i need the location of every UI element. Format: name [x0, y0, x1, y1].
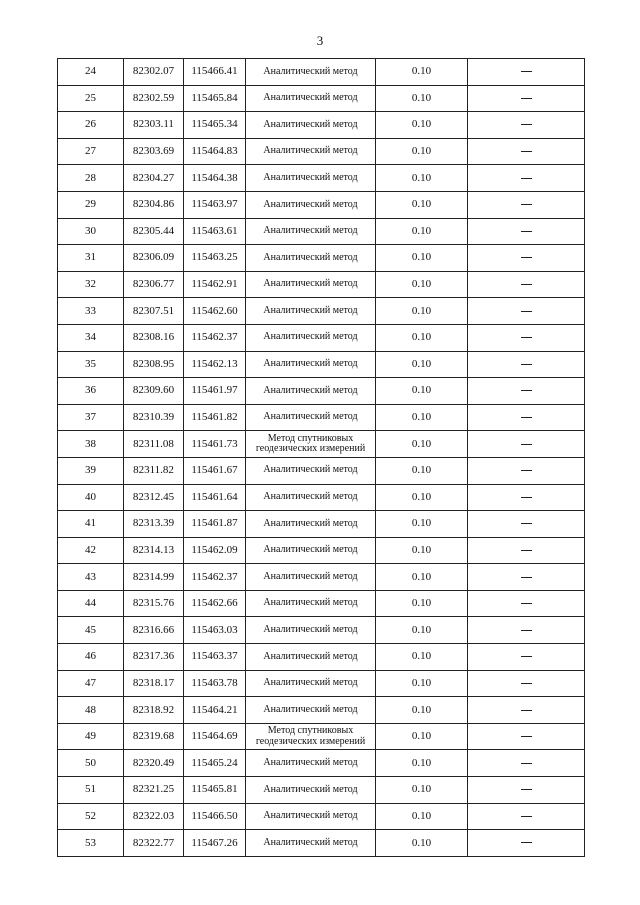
- point-number-cell: 48: [58, 697, 124, 724]
- table-row: [58, 830, 585, 857]
- x-coordinate-cell: 82303.11: [124, 112, 184, 139]
- method-cell: Аналитический метод: [246, 165, 376, 192]
- dash-mark: [521, 710, 532, 711]
- table-row: [58, 484, 585, 511]
- dash-mark: [521, 816, 532, 817]
- note-cell: [468, 564, 585, 591]
- y-coordinate-cell: 115461.67: [184, 457, 246, 484]
- table-row: [58, 85, 585, 112]
- y-coordinate-cell: 115466.50: [184, 803, 246, 830]
- dash-mark: [521, 736, 532, 737]
- x-coordinate-cell: 82314.13: [124, 537, 184, 564]
- table-row: [58, 218, 585, 245]
- x-coordinate-cell: 82317.36: [124, 644, 184, 671]
- accuracy-cell: 0.10: [376, 112, 468, 139]
- x-coordinate-cell: 82307.51: [124, 298, 184, 325]
- point-number-cell: 33: [58, 298, 124, 325]
- note-cell: [468, 59, 585, 86]
- point-number-cell: 46: [58, 644, 124, 671]
- y-coordinate-cell: 115461.87: [184, 511, 246, 538]
- table-row: [58, 537, 585, 564]
- y-coordinate-cell: 115464.21: [184, 697, 246, 724]
- point-number-cell: 42: [58, 537, 124, 564]
- y-coordinate-cell: 115463.97: [184, 191, 246, 218]
- x-coordinate-cell: 82302.59: [124, 85, 184, 112]
- note-cell: [468, 484, 585, 511]
- accuracy-cell: 0.10: [376, 750, 468, 777]
- dash-mark: [521, 842, 532, 843]
- method-cell: Метод спутниковых геодезических измерений: [246, 723, 376, 750]
- accuracy-cell: 0.10: [376, 670, 468, 697]
- method-cell: Аналитический метод: [246, 404, 376, 431]
- note-cell: [468, 697, 585, 724]
- x-coordinate-cell: 82306.09: [124, 245, 184, 272]
- dash-mark: [521, 603, 532, 604]
- table-row: [58, 697, 585, 724]
- y-coordinate-cell: 115463.61: [184, 218, 246, 245]
- accuracy-cell: 0.10: [376, 59, 468, 86]
- note-cell: [468, 85, 585, 112]
- accuracy-cell: 0.10: [376, 218, 468, 245]
- x-coordinate-cell: 82303.69: [124, 138, 184, 165]
- note-cell: [468, 431, 585, 458]
- point-number-cell: 31: [58, 245, 124, 272]
- note-cell: [468, 245, 585, 272]
- x-coordinate-cell: 82322.03: [124, 803, 184, 830]
- accuracy-cell: 0.10: [376, 431, 468, 458]
- accuracy-cell: 0.10: [376, 830, 468, 857]
- x-coordinate-cell: 82304.86: [124, 191, 184, 218]
- x-coordinate-cell: 82318.17: [124, 670, 184, 697]
- table-row: [58, 271, 585, 298]
- point-number-cell: 50: [58, 750, 124, 777]
- note-cell: [468, 191, 585, 218]
- y-coordinate-cell: 115462.60: [184, 298, 246, 325]
- accuracy-cell: 0.10: [376, 537, 468, 564]
- y-coordinate-cell: 115463.25: [184, 245, 246, 272]
- accuracy-cell: 0.10: [376, 378, 468, 405]
- accuracy-cell: 0.10: [376, 803, 468, 830]
- x-coordinate-cell: 82316.66: [124, 617, 184, 644]
- x-coordinate-cell: 82322.77: [124, 830, 184, 857]
- accuracy-cell: 0.10: [376, 457, 468, 484]
- accuracy-cell: 0.10: [376, 723, 468, 750]
- accuracy-cell: 0.10: [376, 564, 468, 591]
- method-cell: Аналитический метод: [246, 378, 376, 405]
- dash-mark: [521, 124, 532, 125]
- table-row: [58, 351, 585, 378]
- dash-mark: [521, 311, 532, 312]
- y-coordinate-cell: 115466.41: [184, 59, 246, 86]
- x-coordinate-cell: 82314.99: [124, 564, 184, 591]
- table-row: [58, 431, 585, 458]
- table-row: [58, 564, 585, 591]
- point-number-cell: 49: [58, 723, 124, 750]
- dash-mark: [521, 364, 532, 365]
- note-cell: [468, 750, 585, 777]
- x-coordinate-cell: 82311.82: [124, 457, 184, 484]
- method-cell: Аналитический метод: [246, 537, 376, 564]
- table-row: [58, 617, 585, 644]
- dash-mark: [521, 178, 532, 179]
- note-cell: [468, 723, 585, 750]
- point-number-cell: 51: [58, 777, 124, 804]
- note-cell: [468, 324, 585, 351]
- method-cell: Аналитический метод: [246, 351, 376, 378]
- coordinates-table: [57, 58, 585, 857]
- x-coordinate-cell: 82306.77: [124, 271, 184, 298]
- note-cell: [468, 830, 585, 857]
- dash-mark: [521, 231, 532, 232]
- note-cell: [468, 617, 585, 644]
- dash-mark: [521, 98, 532, 99]
- dash-mark: [521, 789, 532, 790]
- table-row: [58, 777, 585, 804]
- page-number: 3: [316, 33, 324, 48]
- x-coordinate-cell: 82302.07: [124, 59, 184, 86]
- accuracy-cell: 0.10: [376, 351, 468, 378]
- method-cell: Аналитический метод: [246, 617, 376, 644]
- x-coordinate-cell: 82304.27: [124, 165, 184, 192]
- method-cell: Аналитический метод: [246, 298, 376, 325]
- dash-mark: [521, 630, 532, 631]
- accuracy-cell: 0.10: [376, 165, 468, 192]
- dash-mark: [521, 444, 532, 445]
- dash-mark: [521, 763, 532, 764]
- table-row: [58, 378, 585, 405]
- y-coordinate-cell: 115462.37: [184, 324, 246, 351]
- method-cell: Аналитический метод: [246, 191, 376, 218]
- note-cell: [468, 298, 585, 325]
- method-cell: Аналитический метод: [246, 457, 376, 484]
- x-coordinate-cell: 82309.60: [124, 378, 184, 405]
- dash-mark: [521, 257, 532, 258]
- note-cell: [468, 590, 585, 617]
- table-row: [58, 138, 585, 165]
- dash-mark: [521, 284, 532, 285]
- method-cell: Аналитический метод: [246, 644, 376, 671]
- dash-mark: [521, 204, 532, 205]
- table-row: [58, 298, 585, 325]
- x-coordinate-cell: 82320.49: [124, 750, 184, 777]
- table-row: [58, 644, 585, 671]
- point-number-cell: 24: [58, 59, 124, 86]
- dash-mark: [521, 390, 532, 391]
- note-cell: [468, 404, 585, 431]
- y-coordinate-cell: 115462.37: [184, 564, 246, 591]
- x-coordinate-cell: 82318.92: [124, 697, 184, 724]
- x-coordinate-cell: 82315.76: [124, 590, 184, 617]
- method-cell: Аналитический метод: [246, 85, 376, 112]
- y-coordinate-cell: 115463.78: [184, 670, 246, 697]
- method-cell: Аналитический метод: [246, 511, 376, 538]
- note-cell: [468, 378, 585, 405]
- point-number-cell: 47: [58, 670, 124, 697]
- note-cell: [468, 537, 585, 564]
- y-coordinate-cell: 115463.03: [184, 617, 246, 644]
- dash-mark: [521, 337, 532, 338]
- table-row: [58, 59, 585, 86]
- point-number-cell: 39: [58, 457, 124, 484]
- accuracy-cell: 0.10: [376, 777, 468, 804]
- accuracy-cell: 0.10: [376, 191, 468, 218]
- point-number-cell: 29: [58, 191, 124, 218]
- y-coordinate-cell: 115465.81: [184, 777, 246, 804]
- note-cell: [468, 777, 585, 804]
- note-cell: [468, 670, 585, 697]
- y-coordinate-cell: 115461.64: [184, 484, 246, 511]
- point-number-cell: 26: [58, 112, 124, 139]
- table-row: [58, 670, 585, 697]
- dash-mark: [521, 577, 532, 578]
- table-row: [58, 404, 585, 431]
- dash-mark: [521, 151, 532, 152]
- y-coordinate-cell: 115464.38: [184, 165, 246, 192]
- point-number-cell: 28: [58, 165, 124, 192]
- x-coordinate-cell: 82319.68: [124, 723, 184, 750]
- x-coordinate-cell: 82305.44: [124, 218, 184, 245]
- note-cell: [468, 218, 585, 245]
- dash-mark: [521, 550, 532, 551]
- y-coordinate-cell: 115465.34: [184, 112, 246, 139]
- point-number-cell: 30: [58, 218, 124, 245]
- method-cell: Аналитический метод: [246, 324, 376, 351]
- dash-mark: [521, 71, 532, 72]
- table-row: [58, 590, 585, 617]
- accuracy-cell: 0.10: [376, 644, 468, 671]
- method-cell: Аналитический метод: [246, 245, 376, 272]
- point-number-cell: 43: [58, 564, 124, 591]
- point-number-cell: 38: [58, 431, 124, 458]
- note-cell: [468, 511, 585, 538]
- dash-mark: [521, 470, 532, 471]
- table-row: [58, 191, 585, 218]
- accuracy-cell: 0.10: [376, 697, 468, 724]
- point-number-cell: 45: [58, 617, 124, 644]
- y-coordinate-cell: 115464.69: [184, 723, 246, 750]
- method-cell: Аналитический метод: [246, 670, 376, 697]
- point-number-cell: 37: [58, 404, 124, 431]
- table-row: [58, 457, 585, 484]
- note-cell: [468, 165, 585, 192]
- method-cell: Аналитический метод: [246, 59, 376, 86]
- accuracy-cell: 0.10: [376, 245, 468, 272]
- y-coordinate-cell: 115467.26: [184, 830, 246, 857]
- x-coordinate-cell: 82311.08: [124, 431, 184, 458]
- method-cell: Аналитический метод: [246, 484, 376, 511]
- y-coordinate-cell: 115461.97: [184, 378, 246, 405]
- y-coordinate-cell: 115461.82: [184, 404, 246, 431]
- x-coordinate-cell: 82308.95: [124, 351, 184, 378]
- point-number-cell: 40: [58, 484, 124, 511]
- point-number-cell: 41: [58, 511, 124, 538]
- accuracy-cell: 0.10: [376, 511, 468, 538]
- method-cell: Метод спутниковых геодезических измерений: [246, 431, 376, 458]
- note-cell: [468, 644, 585, 671]
- accuracy-cell: 0.10: [376, 298, 468, 325]
- table-row: [58, 750, 585, 777]
- dash-mark: [521, 417, 532, 418]
- accuracy-cell: 0.10: [376, 617, 468, 644]
- accuracy-cell: 0.10: [376, 271, 468, 298]
- table-row: [58, 324, 585, 351]
- x-coordinate-cell: 82321.25: [124, 777, 184, 804]
- method-cell: Аналитический метод: [246, 803, 376, 830]
- point-number-cell: 32: [58, 271, 124, 298]
- method-cell: Аналитический метод: [246, 138, 376, 165]
- table-row: [58, 803, 585, 830]
- point-number-cell: 36: [58, 378, 124, 405]
- accuracy-cell: 0.10: [376, 484, 468, 511]
- accuracy-cell: 0.10: [376, 590, 468, 617]
- dash-mark: [521, 497, 532, 498]
- y-coordinate-cell: 115462.13: [184, 351, 246, 378]
- accuracy-cell: 0.10: [376, 404, 468, 431]
- point-number-cell: 44: [58, 590, 124, 617]
- point-number-cell: 34: [58, 324, 124, 351]
- table-body: [58, 59, 585, 857]
- dash-mark: [521, 683, 532, 684]
- method-cell: Аналитический метод: [246, 218, 376, 245]
- method-cell: Аналитический метод: [246, 271, 376, 298]
- y-coordinate-cell: 115465.24: [184, 750, 246, 777]
- x-coordinate-cell: 82312.45: [124, 484, 184, 511]
- y-coordinate-cell: 115465.84: [184, 85, 246, 112]
- method-cell: Аналитический метод: [246, 590, 376, 617]
- method-cell: Аналитический метод: [246, 830, 376, 857]
- table-row: [58, 112, 585, 139]
- accuracy-cell: 0.10: [376, 324, 468, 351]
- note-cell: [468, 457, 585, 484]
- y-coordinate-cell: 115462.91: [184, 271, 246, 298]
- y-coordinate-cell: 115461.73: [184, 431, 246, 458]
- table-row: [58, 723, 585, 750]
- method-cell: Аналитический метод: [246, 697, 376, 724]
- note-cell: [468, 271, 585, 298]
- note-cell: [468, 803, 585, 830]
- table-row: [58, 511, 585, 538]
- accuracy-cell: 0.10: [376, 138, 468, 165]
- y-coordinate-cell: 115462.09: [184, 537, 246, 564]
- y-coordinate-cell: 115464.83: [184, 138, 246, 165]
- table-row: [58, 245, 585, 272]
- point-number-cell: 53: [58, 830, 124, 857]
- x-coordinate-cell: 82308.16: [124, 324, 184, 351]
- note-cell: [468, 112, 585, 139]
- method-cell: Аналитический метод: [246, 777, 376, 804]
- method-cell: Аналитический метод: [246, 112, 376, 139]
- dash-mark: [521, 523, 532, 524]
- note-cell: [468, 351, 585, 378]
- point-number-cell: 25: [58, 85, 124, 112]
- point-number-cell: 35: [58, 351, 124, 378]
- point-number-cell: 52: [58, 803, 124, 830]
- table-row: [58, 165, 585, 192]
- method-cell: Аналитический метод: [246, 750, 376, 777]
- x-coordinate-cell: 82310.39: [124, 404, 184, 431]
- dash-mark: [521, 656, 532, 657]
- point-number-cell: 27: [58, 138, 124, 165]
- method-cell: Аналитический метод: [246, 564, 376, 591]
- accuracy-cell: 0.10: [376, 85, 468, 112]
- x-coordinate-cell: 82313.39: [124, 511, 184, 538]
- y-coordinate-cell: 115463.37: [184, 644, 246, 671]
- note-cell: [468, 138, 585, 165]
- y-coordinate-cell: 115462.66: [184, 590, 246, 617]
